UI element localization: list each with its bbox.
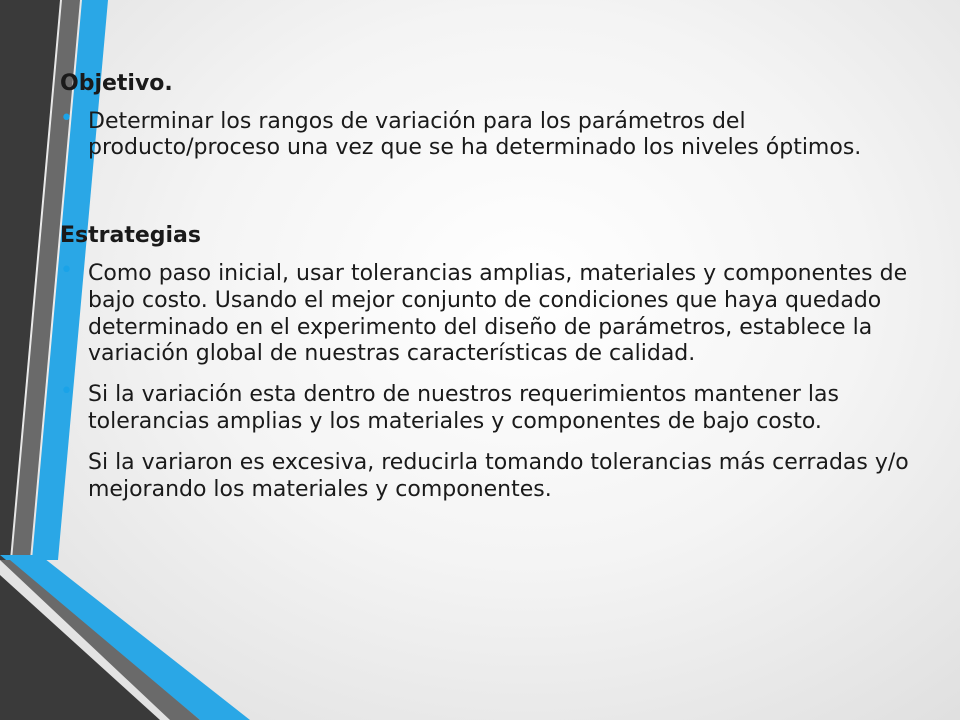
slide-content (60, 60, 920, 503)
bullet-icon: • (60, 105, 73, 131)
paragraph-item (60, 450, 920, 504)
paragraph-text: Si la variaron es excesiva, reducirla tomando tolerancias más cerradas y/o mejorando los materiales y componentes. (88, 449, 909, 502)
heading-estrategias: Estrategias (60, 223, 202, 249)
bullet-text: Si la variación esta dentro de nuestros requerimientos mantener las tolerancias amplias y los materiales y componentes de bajo costo. (88, 382, 839, 434)
bullet-item (60, 105, 920, 163)
bullet-item (60, 257, 920, 368)
heading-objetivo: Objetivo. (60, 71, 173, 96)
bullet-icon: • (60, 257, 73, 283)
bullet-item (60, 379, 920, 436)
bullet-icon: • (60, 379, 73, 405)
bullet-text: Determinar los rangos de variación para los parámetros del producto/proceso una vez que se ha determinado los niveles óptimos. (88, 108, 862, 161)
bullet-text: Como paso inicial, usar tolerancias amplias, materiales y componentes de bajo costo. Usando el mejor conjunto de condiciones que haya quedado determinado en el experimento del diseño de parámetros, establece la variación global de nuestras características de calidad. (88, 260, 908, 367)
